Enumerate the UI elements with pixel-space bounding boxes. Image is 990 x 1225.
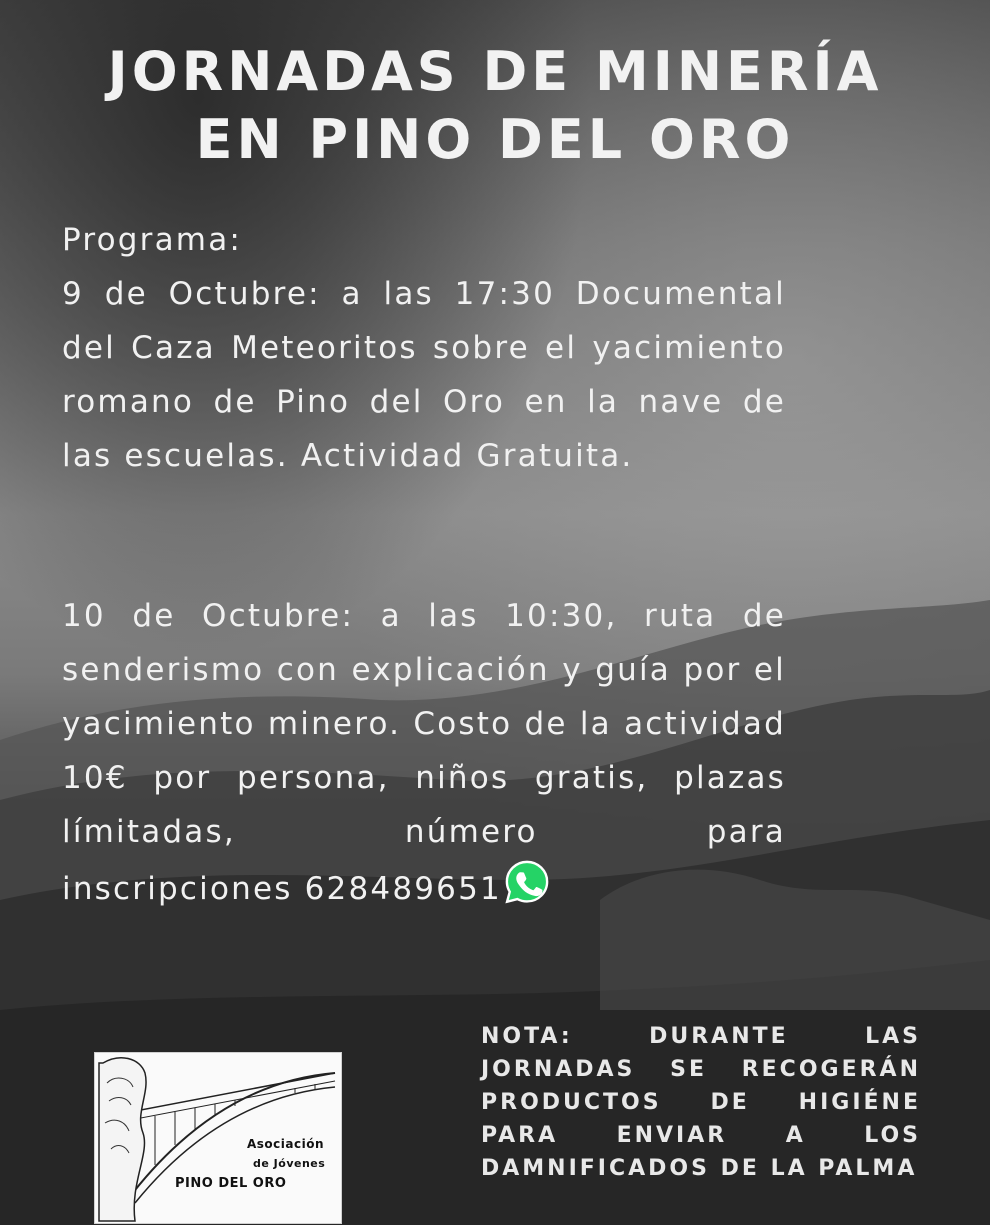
program-day-2-text: 10 de Octubre: a las 10:30, ruta de senderismo con explicación y guía por el yacimiento minero. Costo de la actividad 10€ por persona, niños gratis, plazas límitadas, número para	[62, 598, 786, 850]
logo-line-2: de Jóvenes	[253, 1157, 326, 1170]
note-text: NOTA: DURANTE LAS JORNADAS SE RECOGERÁN PRODUCTOS DE HIGIÉNE PARA ENVIAR A LOS	[481, 1024, 921, 1148]
logo-line-1: Asociación	[247, 1137, 325, 1151]
phone-number-text: inscripciones 628489651	[62, 871, 502, 907]
logo-line-3: PINO DEL ORO	[175, 1176, 287, 1191]
whatsapp-icon[interactable]	[504, 859, 550, 905]
title-line-2: EN PINO DEL ORO	[195, 108, 795, 171]
program-day-2	[62, 589, 786, 916]
title-line-1: JORNADAS DE MINERÍA	[107, 40, 883, 103]
note-last-line: DAMNIFICADOS DE LA PALMA	[481, 1156, 918, 1181]
program-day-1: 9 de Octubre: a las 17:30 Documental del Caza Meteoritos sobre el yacimiento romano de Pino del Oro en la nave de las escuelas. Actividad Gratuita.	[62, 276, 786, 474]
association-logo	[94, 1052, 342, 1224]
phone-line	[62, 871, 550, 907]
program-label: Programa:	[62, 222, 243, 258]
note-box	[481, 1020, 921, 1185]
